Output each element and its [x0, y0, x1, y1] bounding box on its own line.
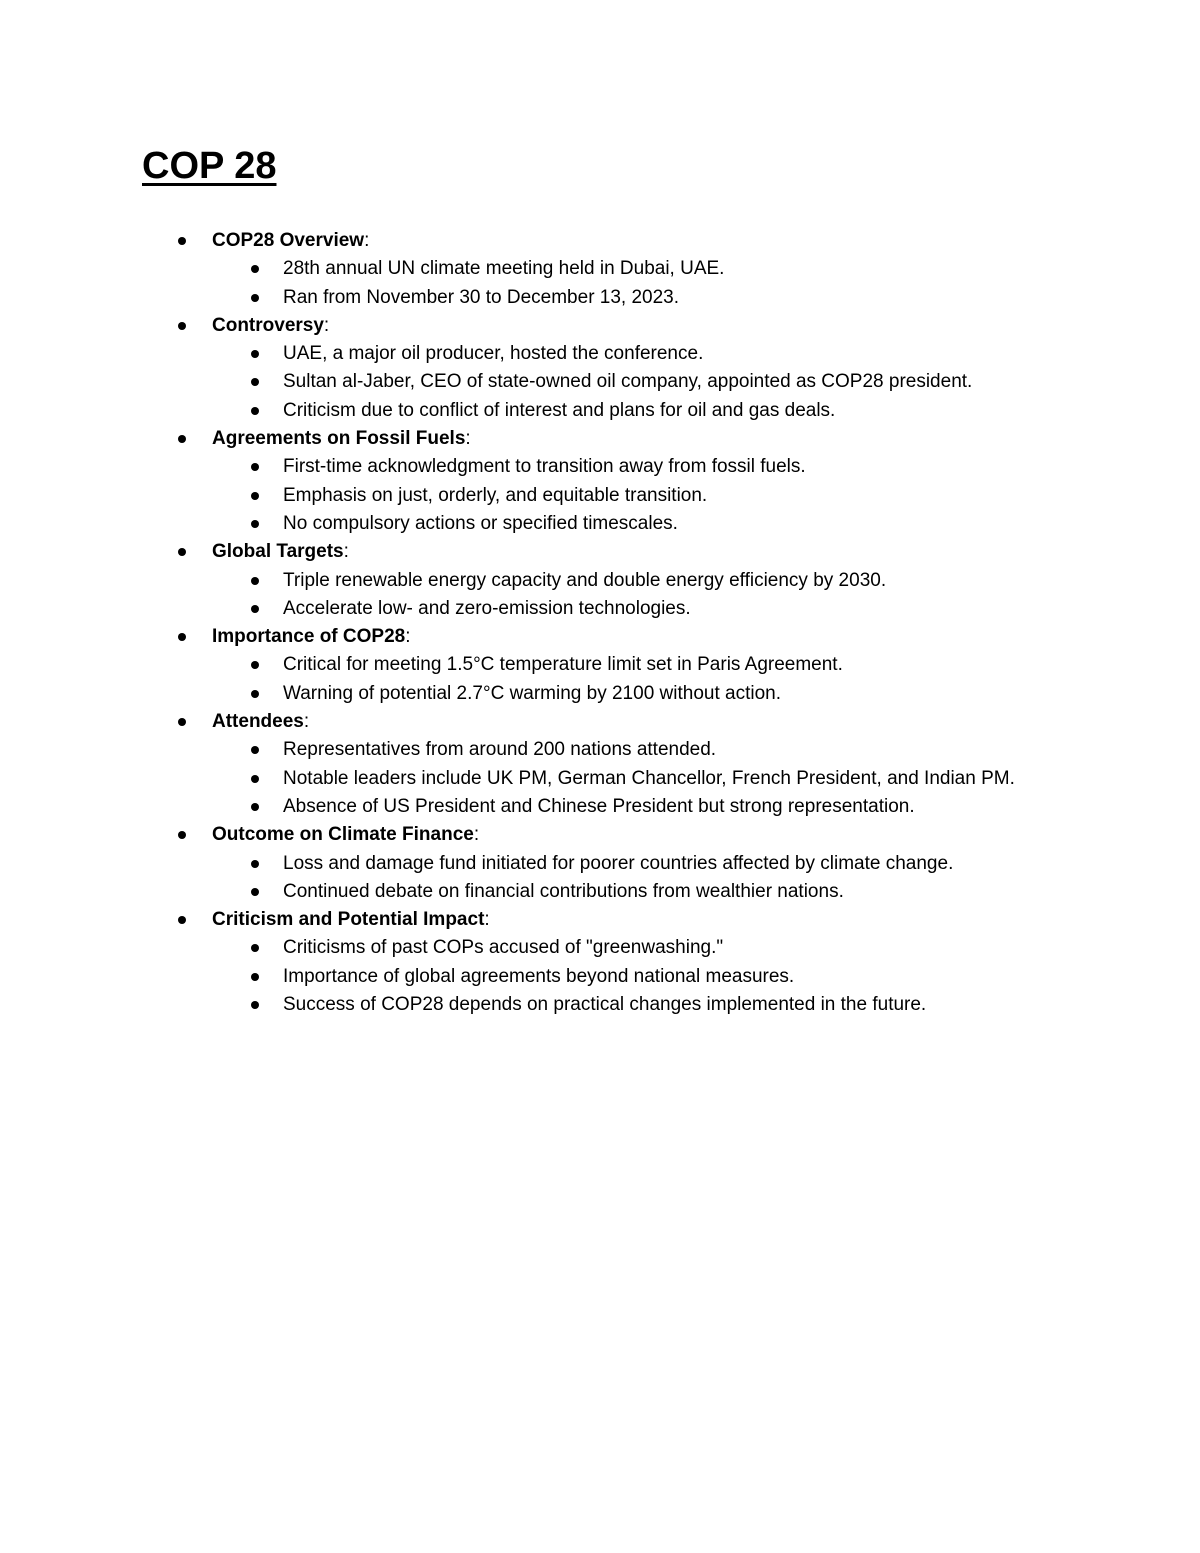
list-item: [0, 680, 1200, 708]
section-row: [0, 227, 1200, 255]
heading-colon: :: [364, 230, 370, 251]
list-item-text: Loss and damage fund initiated for poorer countries affected by climate change.: [283, 852, 954, 874]
bullet-icon: [251, 294, 259, 302]
bullet-icon: [251, 690, 259, 698]
bullet-icon: [178, 237, 186, 245]
list-item: [0, 510, 1200, 538]
list-item: [0, 453, 1200, 481]
bullet-icon: [251, 661, 259, 669]
sub-list: [0, 736, 1200, 821]
outline-section: [0, 821, 1200, 906]
section-row: [0, 312, 1200, 340]
list-item-text: 28th annual UN climate meeting held in Dubai, UAE.: [283, 258, 725, 280]
list-item: [0, 991, 1200, 1019]
list-item: [0, 765, 1200, 793]
section-heading: Outcome on Climate Finance: [212, 824, 474, 846]
bullet-icon: [251, 860, 259, 868]
list-item-text: Criticism due to conflict of interest and plans for oil and gas deals.: [283, 399, 836, 421]
bullet-icon: [178, 633, 186, 641]
section-heading: Importance of COP28: [212, 626, 406, 648]
list-item-text: Success of COP28 depends on practical changes implemented in the future.: [283, 994, 927, 1016]
list-item: [0, 482, 1200, 510]
section-heading: COP28 Overview: [212, 230, 365, 251]
heading-colon: :: [473, 824, 480, 846]
sub-list: [0, 850, 1200, 907]
section-row: [0, 821, 1200, 849]
outline-list: [0, 227, 1200, 1019]
sub-list: [0, 934, 1200, 1019]
list-item: [0, 595, 1200, 623]
list-item-text: UAE, a major oil producer, hosted the conference.: [283, 343, 704, 365]
list-item-text: Critical for meeting 1.5°C temperature limit set in Paris Agreement.: [283, 654, 843, 676]
list-item-text: Continued debate on financial contributions from wealthier nations.: [283, 880, 844, 902]
bullet-icon: [251, 605, 259, 613]
bullet-icon: [251, 1001, 259, 1009]
outline-section: [0, 312, 1200, 425]
bullet-icon: [178, 322, 186, 330]
bullet-icon: [251, 944, 259, 952]
bullet-icon: [251, 350, 259, 358]
list-item: [0, 284, 1200, 312]
list-item-text: Sultan al-Jaber, CEO of state-owned oil company, appointed as COP28 president.: [283, 371, 973, 393]
list-item-text: Emphasis on just, orderly, and equitable transition.: [283, 484, 708, 506]
bullet-icon: [251, 492, 259, 500]
bullet-icon: [178, 435, 186, 443]
list-item: [0, 651, 1200, 679]
list-item: [0, 397, 1200, 425]
section-heading: Global Targets: [212, 541, 344, 563]
bullet-icon: [178, 916, 186, 924]
bullet-icon: [251, 803, 259, 811]
section-row: [0, 538, 1200, 566]
bullet-icon: [251, 265, 259, 273]
list-item-text: Warning of potential 2.7°C warming by 2100 without action.: [283, 682, 781, 704]
list-item-text: Accelerate low- and zero-emission technologies.: [283, 597, 691, 619]
heading-colon: :: [343, 541, 349, 563]
bullet-icon: [178, 718, 186, 726]
bullet-icon: [251, 407, 259, 415]
list-item: [0, 878, 1200, 906]
bullet-icon: [178, 548, 186, 556]
list-item-text: Representatives from around 200 nations attended.: [283, 739, 717, 761]
bullet-icon: [251, 775, 259, 783]
list-item-text: Absence of US President and Chinese President but strong representation.: [283, 795, 915, 817]
list-item: [0, 567, 1200, 595]
list-item-text: Criticisms of past COPs accused of "greenwashing.": [283, 937, 724, 959]
outline-section: [0, 906, 1200, 1019]
list-item: [0, 793, 1200, 821]
heading-colon: :: [484, 909, 490, 931]
section-heading: Attendees: [212, 711, 304, 733]
sub-list: [0, 651, 1200, 708]
list-item-text: No compulsory actions or specified timescales.: [283, 512, 678, 534]
bullet-icon: [251, 577, 259, 585]
heading-colon: :: [323, 314, 330, 336]
outline-section: [0, 425, 1200, 538]
list-item: [0, 963, 1200, 991]
bullet-icon: [251, 888, 259, 896]
list-item: [0, 736, 1200, 764]
bullet-icon: [251, 463, 259, 471]
heading-colon: :: [465, 428, 471, 450]
section-row: [0, 425, 1200, 453]
sub-list: [0, 340, 1200, 425]
section-heading: Controversy: [212, 314, 324, 336]
sub-list: [0, 255, 1200, 312]
bullet-icon: [251, 378, 259, 386]
outline-section: [0, 538, 1200, 623]
heading-colon: :: [405, 626, 411, 648]
list-item-text: Notable leaders include UK PM, German Chancellor, French President, and Indian PM.: [283, 767, 1015, 789]
section-heading: Agreements on Fossil Fuels: [212, 428, 466, 450]
list-item-text: Importance of global agreements beyond national measures.: [283, 965, 795, 987]
outline-section: [0, 623, 1200, 708]
list-item: [0, 255, 1200, 283]
section-heading: Criticism and Potential Impact: [212, 909, 485, 931]
bullet-icon: [251, 746, 259, 754]
bullet-icon: [178, 831, 186, 839]
list-item: [0, 850, 1200, 878]
outline-section: [0, 227, 1200, 312]
section-row: [0, 906, 1200, 934]
list-item-text: Ran from November 30 to December 13, 2023.: [283, 286, 680, 308]
document-title: COP 28: [142, 145, 277, 187]
section-row: [0, 623, 1200, 651]
list-item: [0, 340, 1200, 368]
list-item: [0, 368, 1200, 396]
list-item-text: First-time acknowledgment to transition away from fossil fuels.: [283, 456, 806, 478]
sub-list: [0, 567, 1200, 624]
heading-colon: :: [303, 711, 310, 733]
bullet-icon: [251, 520, 259, 528]
outline-section: [0, 708, 1200, 821]
section-row: [0, 708, 1200, 736]
bullet-icon: [251, 973, 259, 981]
sub-list: [0, 453, 1200, 538]
list-item: [0, 934, 1200, 962]
list-item-text: Triple renewable energy capacity and double energy efficiency by 2030.: [283, 569, 887, 591]
